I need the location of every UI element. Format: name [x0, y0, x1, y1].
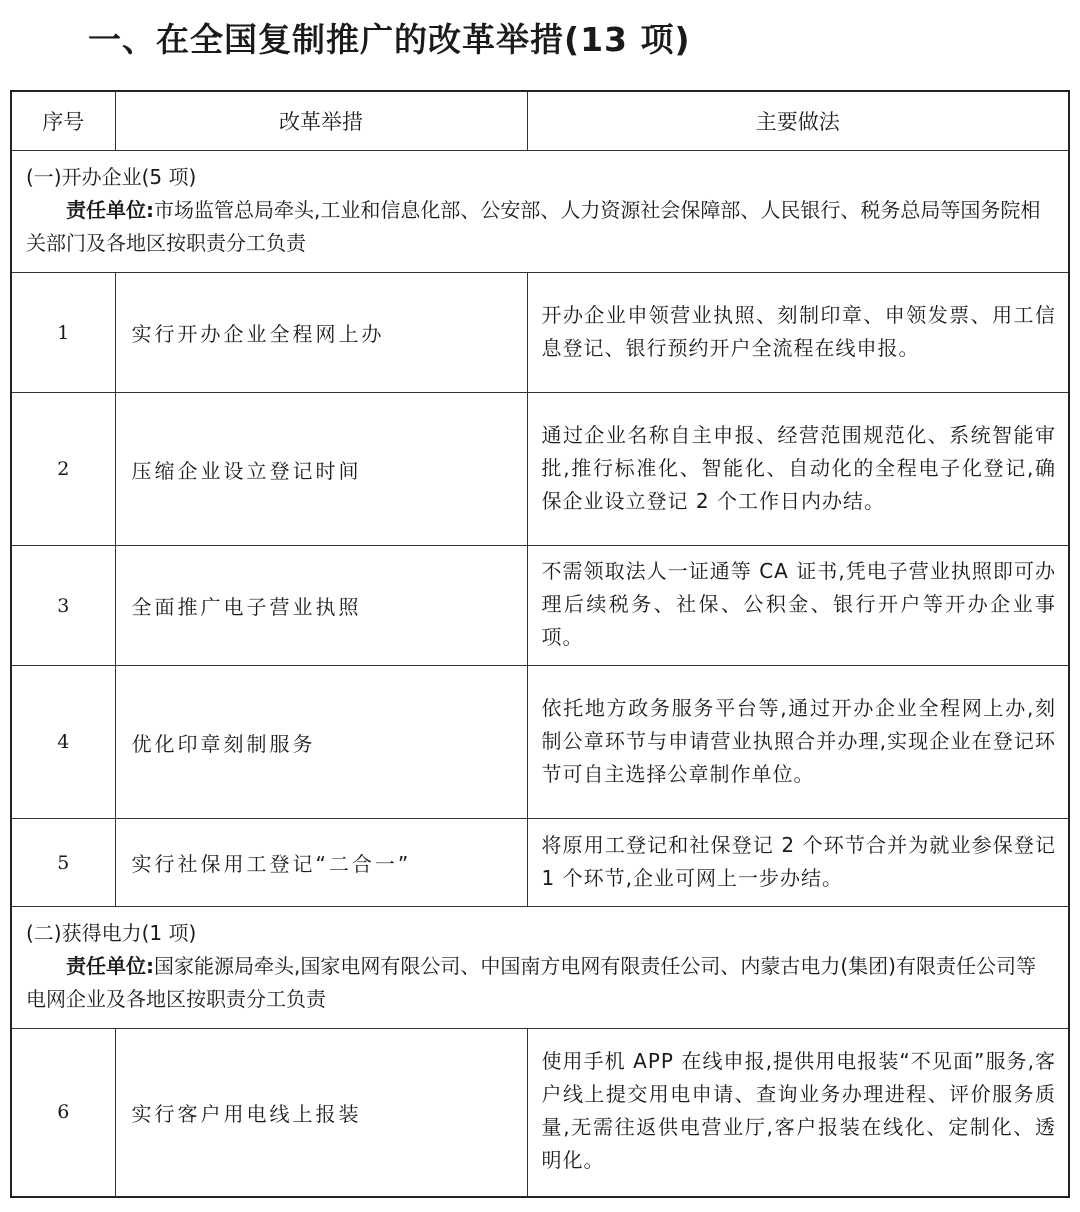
responsibility-label: 责任单位: — [66, 198, 154, 222]
responsibility-text: 市场监管总局牵头,工业和信息化部、公安部、人力资源社会保障部、人民银行、税务总局等国务院相关部门及各地区按职责分工负责 — [26, 198, 1041, 255]
section-cell — [11, 907, 1069, 1029]
row-number: 3 — [11, 546, 115, 666]
section-title: (一)开办企业(5 项) — [26, 165, 197, 189]
section-row — [11, 151, 1069, 273]
header-measure: 改革举措 — [115, 91, 527, 151]
row-practice: 将原用工登记和社保登记 2 个环节合并为就业参保登记 1 个环节,企业可网上一步办结。 — [527, 819, 1069, 907]
row-number: 5 — [11, 819, 115, 907]
row-practice: 使用手机 APP 在线申报,提供用电报装“不见面”服务,客户线上提交用电申请、查询业务办理进程、评价服务质量,无需往返供电营业厅,客户报装在线化、定制化、透明化。 — [527, 1029, 1069, 1197]
row-number: 6 — [11, 1029, 115, 1197]
table-row — [11, 666, 1069, 819]
table-row — [11, 1029, 1069, 1197]
responsibility-line — [26, 194, 1054, 260]
row-measure: 实行社保用工登记“二合一” — [115, 819, 527, 907]
section-title: (二)获得电力(1 项) — [26, 921, 197, 945]
row-number: 2 — [11, 393, 115, 546]
responsibility-label: 责任单位: — [66, 954, 154, 978]
row-measure: 实行客户用电线上报装 — [115, 1029, 527, 1197]
responsibility-line — [26, 950, 1054, 1016]
row-measure: 优化印章刻制服务 — [115, 666, 527, 819]
header-num: 序号 — [11, 91, 115, 151]
table-header-row — [11, 91, 1069, 151]
row-measure: 全面推广电子营业执照 — [115, 546, 527, 666]
row-number: 4 — [11, 666, 115, 819]
row-measure: 实行开办企业全程网上办 — [115, 273, 527, 393]
row-practice: 依托地方政务服务平台等,通过开办企业全程网上办,刻制公章环节与申请营业执照合并办理,实现企业在登记环节可自主选择公章制作单位。 — [527, 666, 1069, 819]
table-row — [11, 393, 1069, 546]
table-row — [11, 273, 1069, 393]
row-number: 1 — [11, 273, 115, 393]
section-cell — [11, 151, 1069, 273]
row-practice: 开办企业申领营业执照、刻制印章、申领发票、用工信息登记、银行预约开户全流程在线申报。 — [527, 273, 1069, 393]
header-practice: 主要做法 — [527, 91, 1069, 151]
row-practice: 通过企业名称自主申报、经营范围规范化、系统智能审批,推行标准化、智能化、自动化的全程电子化登记,确保企业设立登记 2 个工作日内办结。 — [527, 393, 1069, 546]
page-title: 一、在全国复制推广的改革举措(13 项) — [88, 20, 691, 59]
table-row — [11, 546, 1069, 666]
reform-table — [10, 90, 1070, 1198]
responsibility-text: 国家能源局牵头,国家电网有限公司、中国南方电网有限责任公司、内蒙古电力(集团)有限责任公司等电网企业及各地区按职责分工负责 — [26, 954, 1036, 1011]
row-measure: 压缩企业设立登记时间 — [115, 393, 527, 546]
row-practice: 不需领取法人一证通等 CA 证书,凭电子营业执照即可办理后续税务、社保、公积金、银行开户等开办企业事项。 — [527, 546, 1069, 666]
section-row — [11, 907, 1069, 1029]
table-row — [11, 819, 1069, 907]
